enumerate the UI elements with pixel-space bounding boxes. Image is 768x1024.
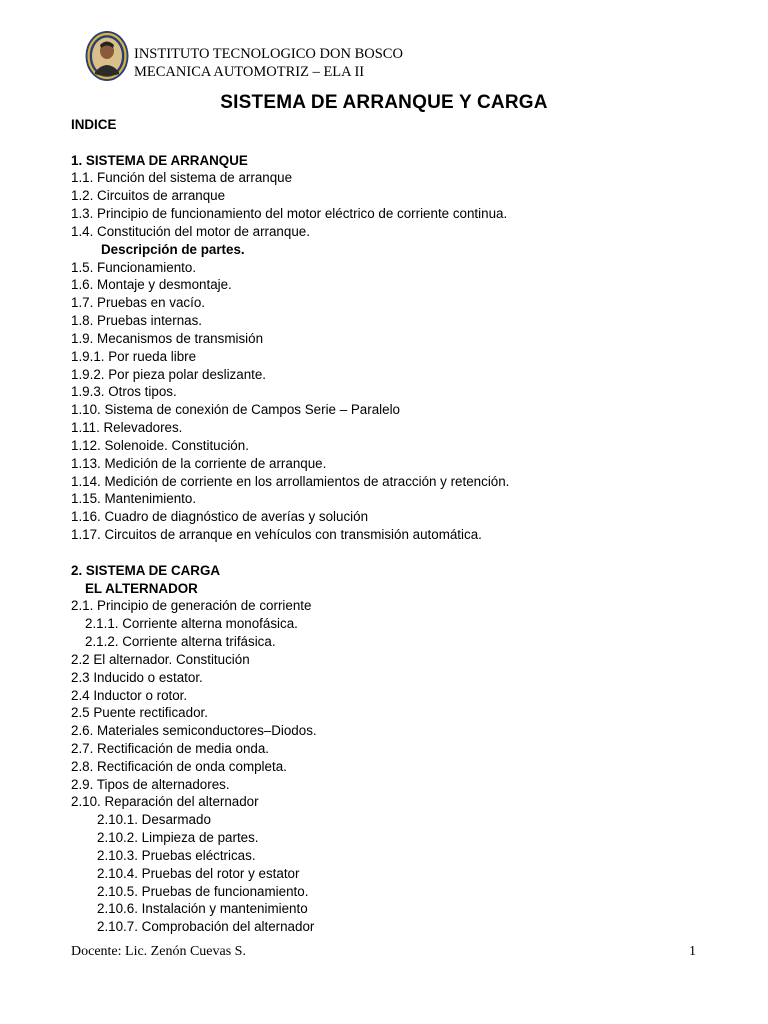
toc-item: 2.9. Tipos de alternadores. (71, 776, 230, 792)
section-2-heading: 2. SISTEMA DE CARGA (71, 562, 221, 578)
toc-item: 2.3 Inducido o estator. (71, 669, 203, 685)
table-of-contents (71, 116, 731, 936)
toc-item: 2.10. Reparación del alternador (71, 794, 259, 810)
institution-name: INSTITUTO TECNOLOGICO DON BOSCO (134, 46, 403, 62)
toc-subitem: 2.1.1. Corriente alterna monofásica. (85, 616, 298, 632)
toc-item: 1.8. Pruebas internas. (71, 313, 203, 329)
toc-subitem: 2.10.4. Pruebas del rotor y estator (97, 865, 300, 881)
teacher-name: Docente: Lic. Zenón Cuevas S. (71, 944, 246, 959)
toc-subitem: 2.10.2. Limpieza de partes. (97, 830, 259, 846)
document-title: SISTEMA DE ARRANQUE Y CARGA (220, 92, 548, 113)
page-number: 1 (689, 944, 696, 959)
toc-item: 1.12. Solenoide. Constitución. (71, 437, 249, 453)
department-name: MECANICA AUTOMOTRIZ – ELA II (134, 64, 365, 80)
toc-item: 1.9.1. Por rueda libre (71, 348, 197, 364)
toc-item: 1.5. Funcionamiento. (71, 259, 197, 275)
toc-item: 2.4 Inductor o rotor. (71, 687, 188, 703)
toc-item: 1.13. Medición de la corriente de arranque. (71, 455, 327, 471)
toc-item: 1.16. Cuadro de diagnóstico de averías y solución (71, 509, 369, 525)
toc-item: 2.7. Rectificación de media onda. (71, 740, 270, 756)
toc-subitem: 2.10.3. Pruebas eléctricas. (97, 847, 256, 863)
toc-subitem: 2.10.7. Comprobación del alternador (97, 919, 315, 935)
school-logo (84, 30, 130, 82)
toc-item: 1.14. Medición de corriente en los arrollamientos de atracción y retención. (71, 473, 510, 489)
toc-item: 2.5 Puente rectificador. (71, 705, 208, 721)
toc-item: 1.7. Pruebas en vacío. (71, 295, 205, 311)
toc-item: 1.9. Mecanismos de transmisión (71, 330, 264, 346)
toc-item: 2.1. Principio de generación de corriente (71, 598, 312, 614)
institution-header (134, 45, 403, 81)
toc-item: 1.9.3. Otros tipos. (71, 384, 177, 400)
toc-item: 1.10. Sistema de conexión de Campos Serie – Paralelo (71, 402, 401, 418)
page-footer (71, 944, 696, 960)
toc-subitem: 2.1.2. Corriente alterna trifásica. (85, 634, 276, 650)
index-heading: INDICE (71, 117, 117, 132)
section-1-subheading: Descripción de partes. (101, 241, 245, 257)
toc-item: 1.11. Relevadores. (71, 420, 183, 436)
toc-item: 1.2. Circuitos de arranque (71, 188, 226, 204)
toc-item: 1.3. Principio de funcionamiento del motor eléctrico de corriente continua. (71, 206, 508, 222)
toc-subitem: 2.10.1. Desarmado (97, 812, 211, 828)
toc-item: 1.4. Constitución del motor de arranque. (71, 223, 310, 239)
toc-subitem: 2.10.6. Instalación y mantenimiento (97, 901, 308, 917)
section-2-subheading: EL ALTERNADOR (85, 580, 198, 596)
toc-item: 2.8. Rectificación de onda completa. (71, 758, 287, 774)
toc-item: 1.15. Mantenimiento. (71, 491, 197, 507)
toc-item: 1.17. Circuitos de arranque en vehículos con transmisión automática. (71, 527, 482, 543)
toc-item: 1.1. Función del sistema de arranque (71, 170, 293, 186)
toc-subitem: 2.10.5. Pruebas de funcionamiento. (97, 883, 309, 899)
toc-item: 2.2 El alternador. Constitución (71, 651, 250, 667)
section-1-heading: 1. SISTEMA DE ARRANQUE (71, 152, 248, 168)
toc-item: 2.6. Materiales semiconductores–Diodos. (71, 723, 317, 739)
toc-item: 1.9.2. Por pieza polar deslizante. (71, 366, 267, 382)
toc-item: 1.6. Montaje y desmontaje. (71, 277, 232, 293)
